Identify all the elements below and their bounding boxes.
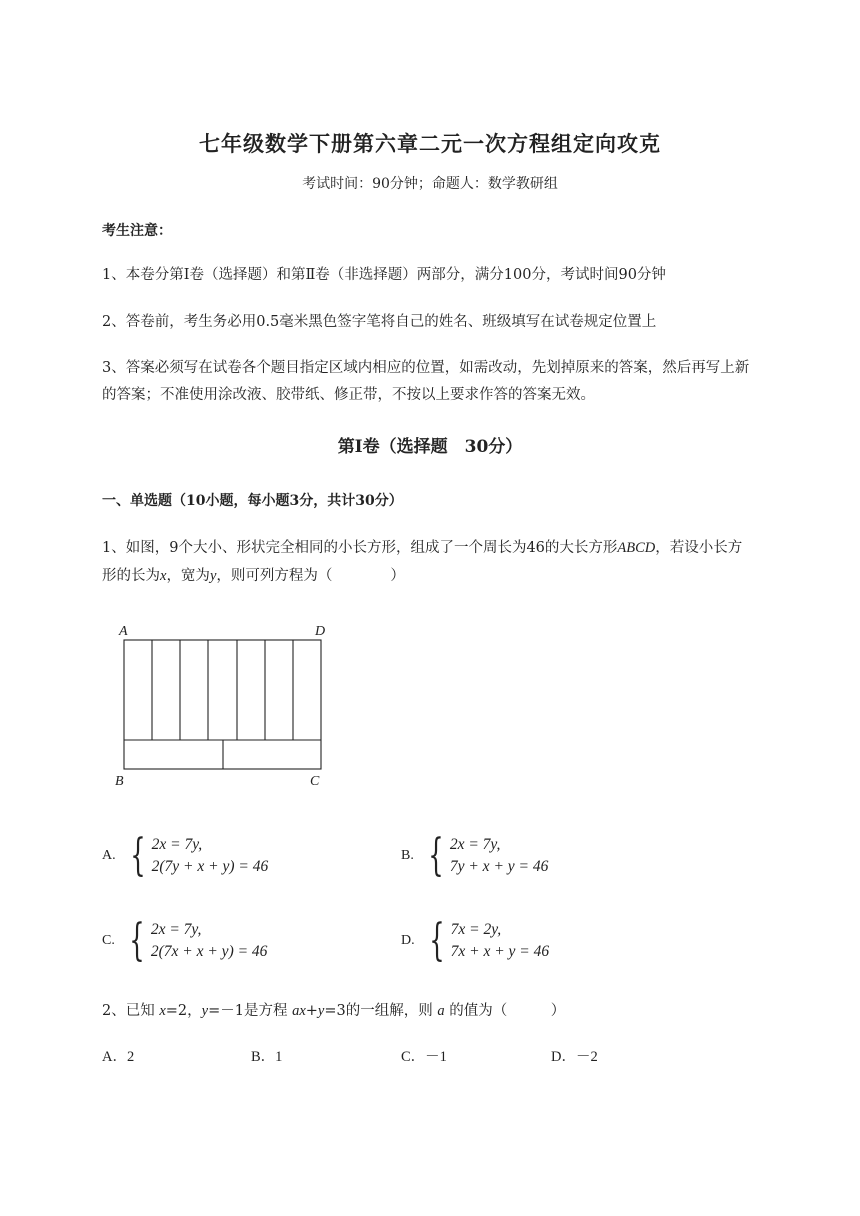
label-b: B <box>115 774 124 789</box>
section-title: 第I卷（选择题 30分） <box>337 437 523 457</box>
q1-text: 1、如图，9个大小、形状完全相同的小长方形，组成了一个周长为46的大长方形 <box>102 540 618 556</box>
q1-text-3: ，宽为 <box>166 568 210 584</box>
option-label: B. <box>401 848 414 863</box>
notice-item-2: 2、答卷前，考生务必用0.5毫米黑色签字笔将自己的姓名、班级填写在试卷规定位置上 <box>102 314 657 330</box>
notice-item-1: 1、本卷分第Ⅰ卷（选择题）和第Ⅱ卷（非选择题）两部分，满分100分，考试时间90分钟 <box>102 267 666 283</box>
q1-text-2: 形的长为 <box>102 568 160 584</box>
label-c: C <box>310 774 320 789</box>
option-label: C. <box>102 933 115 948</box>
q2-option-a[interactable]: A．2 <box>102 1049 135 1065</box>
brace-icon: { <box>129 915 145 966</box>
option-label: A. <box>102 848 116 863</box>
q1-figure <box>110 618 335 793</box>
notice-item-3: 3、答案必须写在试卷各个题目指定区域内相应的位置，如需改动，先划掉原来的答案，然后再写上新 <box>102 360 750 376</box>
q1-rect-name: ABCD <box>617 540 656 556</box>
label-a: A <box>119 624 128 639</box>
notice-heading: 考生注意： <box>102 223 172 239</box>
part-title: 一、单选题（10小题，每小题3分，共计30分） <box>102 493 403 509</box>
brace-icon: { <box>129 830 146 881</box>
equation-system: 2x = 7y, 2(7y + x + y) = 46 <box>151 836 269 875</box>
q1-var-y: y <box>209 568 217 584</box>
equation-system: 2x = 7y, 2(7x + x + y) = 46 <box>150 921 268 960</box>
brace-icon: { <box>428 830 444 881</box>
q1-line-2 <box>102 564 405 585</box>
q2-text: 2、已知 x=2，y=－1是方程 ax+y=3的一组解，则 a 的值为（ ） <box>102 1003 566 1019</box>
q1-option-c[interactable] <box>102 915 268 966</box>
q2-option-b[interactable]: B．1 <box>251 1049 283 1065</box>
equation-system: 7x = 2y, 7x + x + y = 46 <box>450 921 550 960</box>
option-label: D. <box>401 933 415 948</box>
label-d: D <box>315 624 326 639</box>
q1-var-x: x <box>160 568 167 584</box>
page-title: 七年级数学下册第六章二元一次方程组定向攻克 <box>199 131 661 156</box>
notice-item-3-cont: 的答案；不准使用涂改液、胶带纸、修正带，不按以上要求作答的答案无效。 <box>102 387 595 403</box>
q2-option-d[interactable]: D．－2 <box>551 1049 598 1065</box>
q1-line-1 <box>102 536 742 557</box>
q1-text-4: ，则可列方程为（ ） <box>216 568 405 584</box>
equation-system: 2x = 7y, 7y + x + y = 46 <box>449 836 549 875</box>
q1-option-d[interactable] <box>401 915 550 966</box>
exam-info: 考试时间：90分钟；命题人：数学教研组 <box>302 176 558 192</box>
q2-option-c[interactable]: C．－1 <box>401 1049 447 1065</box>
q1-option-a[interactable] <box>102 830 269 881</box>
q1-text-cont: ，若设小长方 <box>655 540 743 556</box>
q1-option-b[interactable] <box>401 830 549 881</box>
brace-icon: { <box>428 915 445 966</box>
